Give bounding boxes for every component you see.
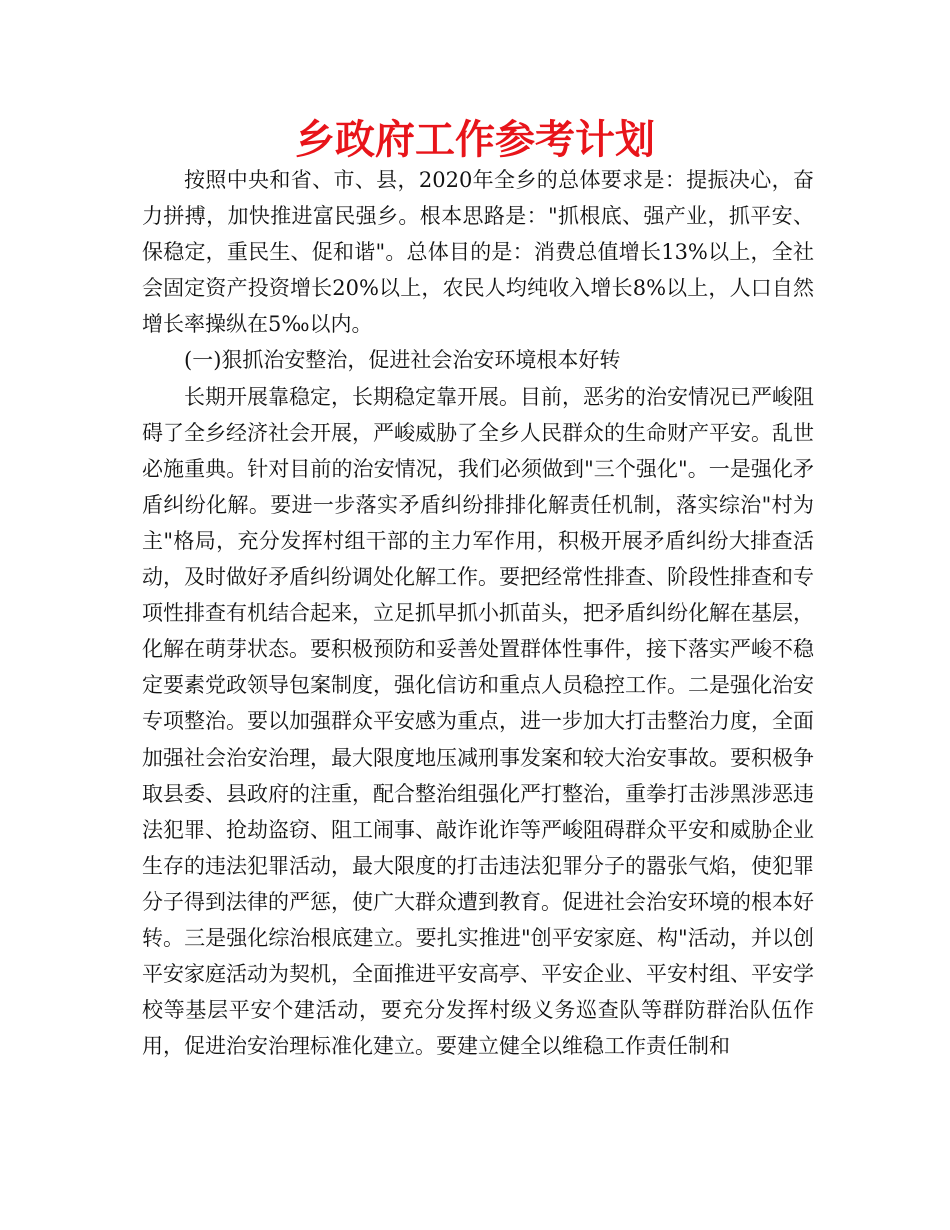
section-heading: (一)狠抓治安整治，促进社会治安环境根本好转 [184,348,621,373]
document-title: 乡政府工作参考计划 [295,117,655,163]
section-paragraph: 长期开展靠稳定，长期稳定靠开展。目前，恶劣的治安情况已严峻阻碍了全乡经济社会开展，严峻威胁了全乡人民群众的生命财产平安。乱世必施重典。针对目前的治安情况，我们必须做到"三个强化"。一是强化矛盾纠纷化解。要进一步落实矛盾纠纷排排化解责任机制，落实综治"村为主"格局，充分发挥村组干部的主力军作用，积极开展矛盾纠纷大排查活动，及时做好矛盾纠纷调处化解工作。要把经常性排查、阶段性排查和专项性排查有机结合起来，立足抓早抓小抓苗头，把矛盾纠纷化解在基层，化解在萌芽状态。要积极预防和妥善处置群体性事件，接下落实严峻不稳定要素党政领导包案制度，强化信访和重点人员稳控工作。二是强化治安专项整治。要以加强群众平安感为重点，进一步加大打击整治力度，全面加强社会治安治理，最大限度地压减刑事发案和较大治安事故。要积极争取县委、县政府的注重，配合整治组强化严打整治，重拳打击涉黑涉恶违法犯罪、抢劫盗窃、阻工闹事、敲诈讹诈等严峻阻碍群众平安和威胁企业生存的违法犯罪活动，最大限度的打击违法犯罪分子的嚣张气焰，使犯罪分子得到法律的严惩，使广大群众遭到教育。促进社会治安环境的根本好转。三是强化综治根底建立。要扎实推进"创平安家庭、构"活动，并以创平安家庭活动为契机，全面推进平安高亭、平安企业、平安村组、平安学校等基层平安个建活动，要充分发挥村级义务巡查队等群防群治队伍作用，促进治安治理标准化建立。要建立健全以维稳工作责任制和 [142,384,814,1059]
intro-paragraph: 按照中央和省、市、县，2020年全乡的总体要求是：提振决心，奋力拼搏，加快推进富民强乡。根本思路是："抓根底、强产业，抓平安、保稳定，重民生、促和谐"。总体目的是：消费总值增长13%以上，全社会固定资产投资增长20%以上，农民人均纯收入增长8%以上，人口自然增长率操纵在5‰以内。 [142,168,814,337]
document-body [142,162,814,1064]
